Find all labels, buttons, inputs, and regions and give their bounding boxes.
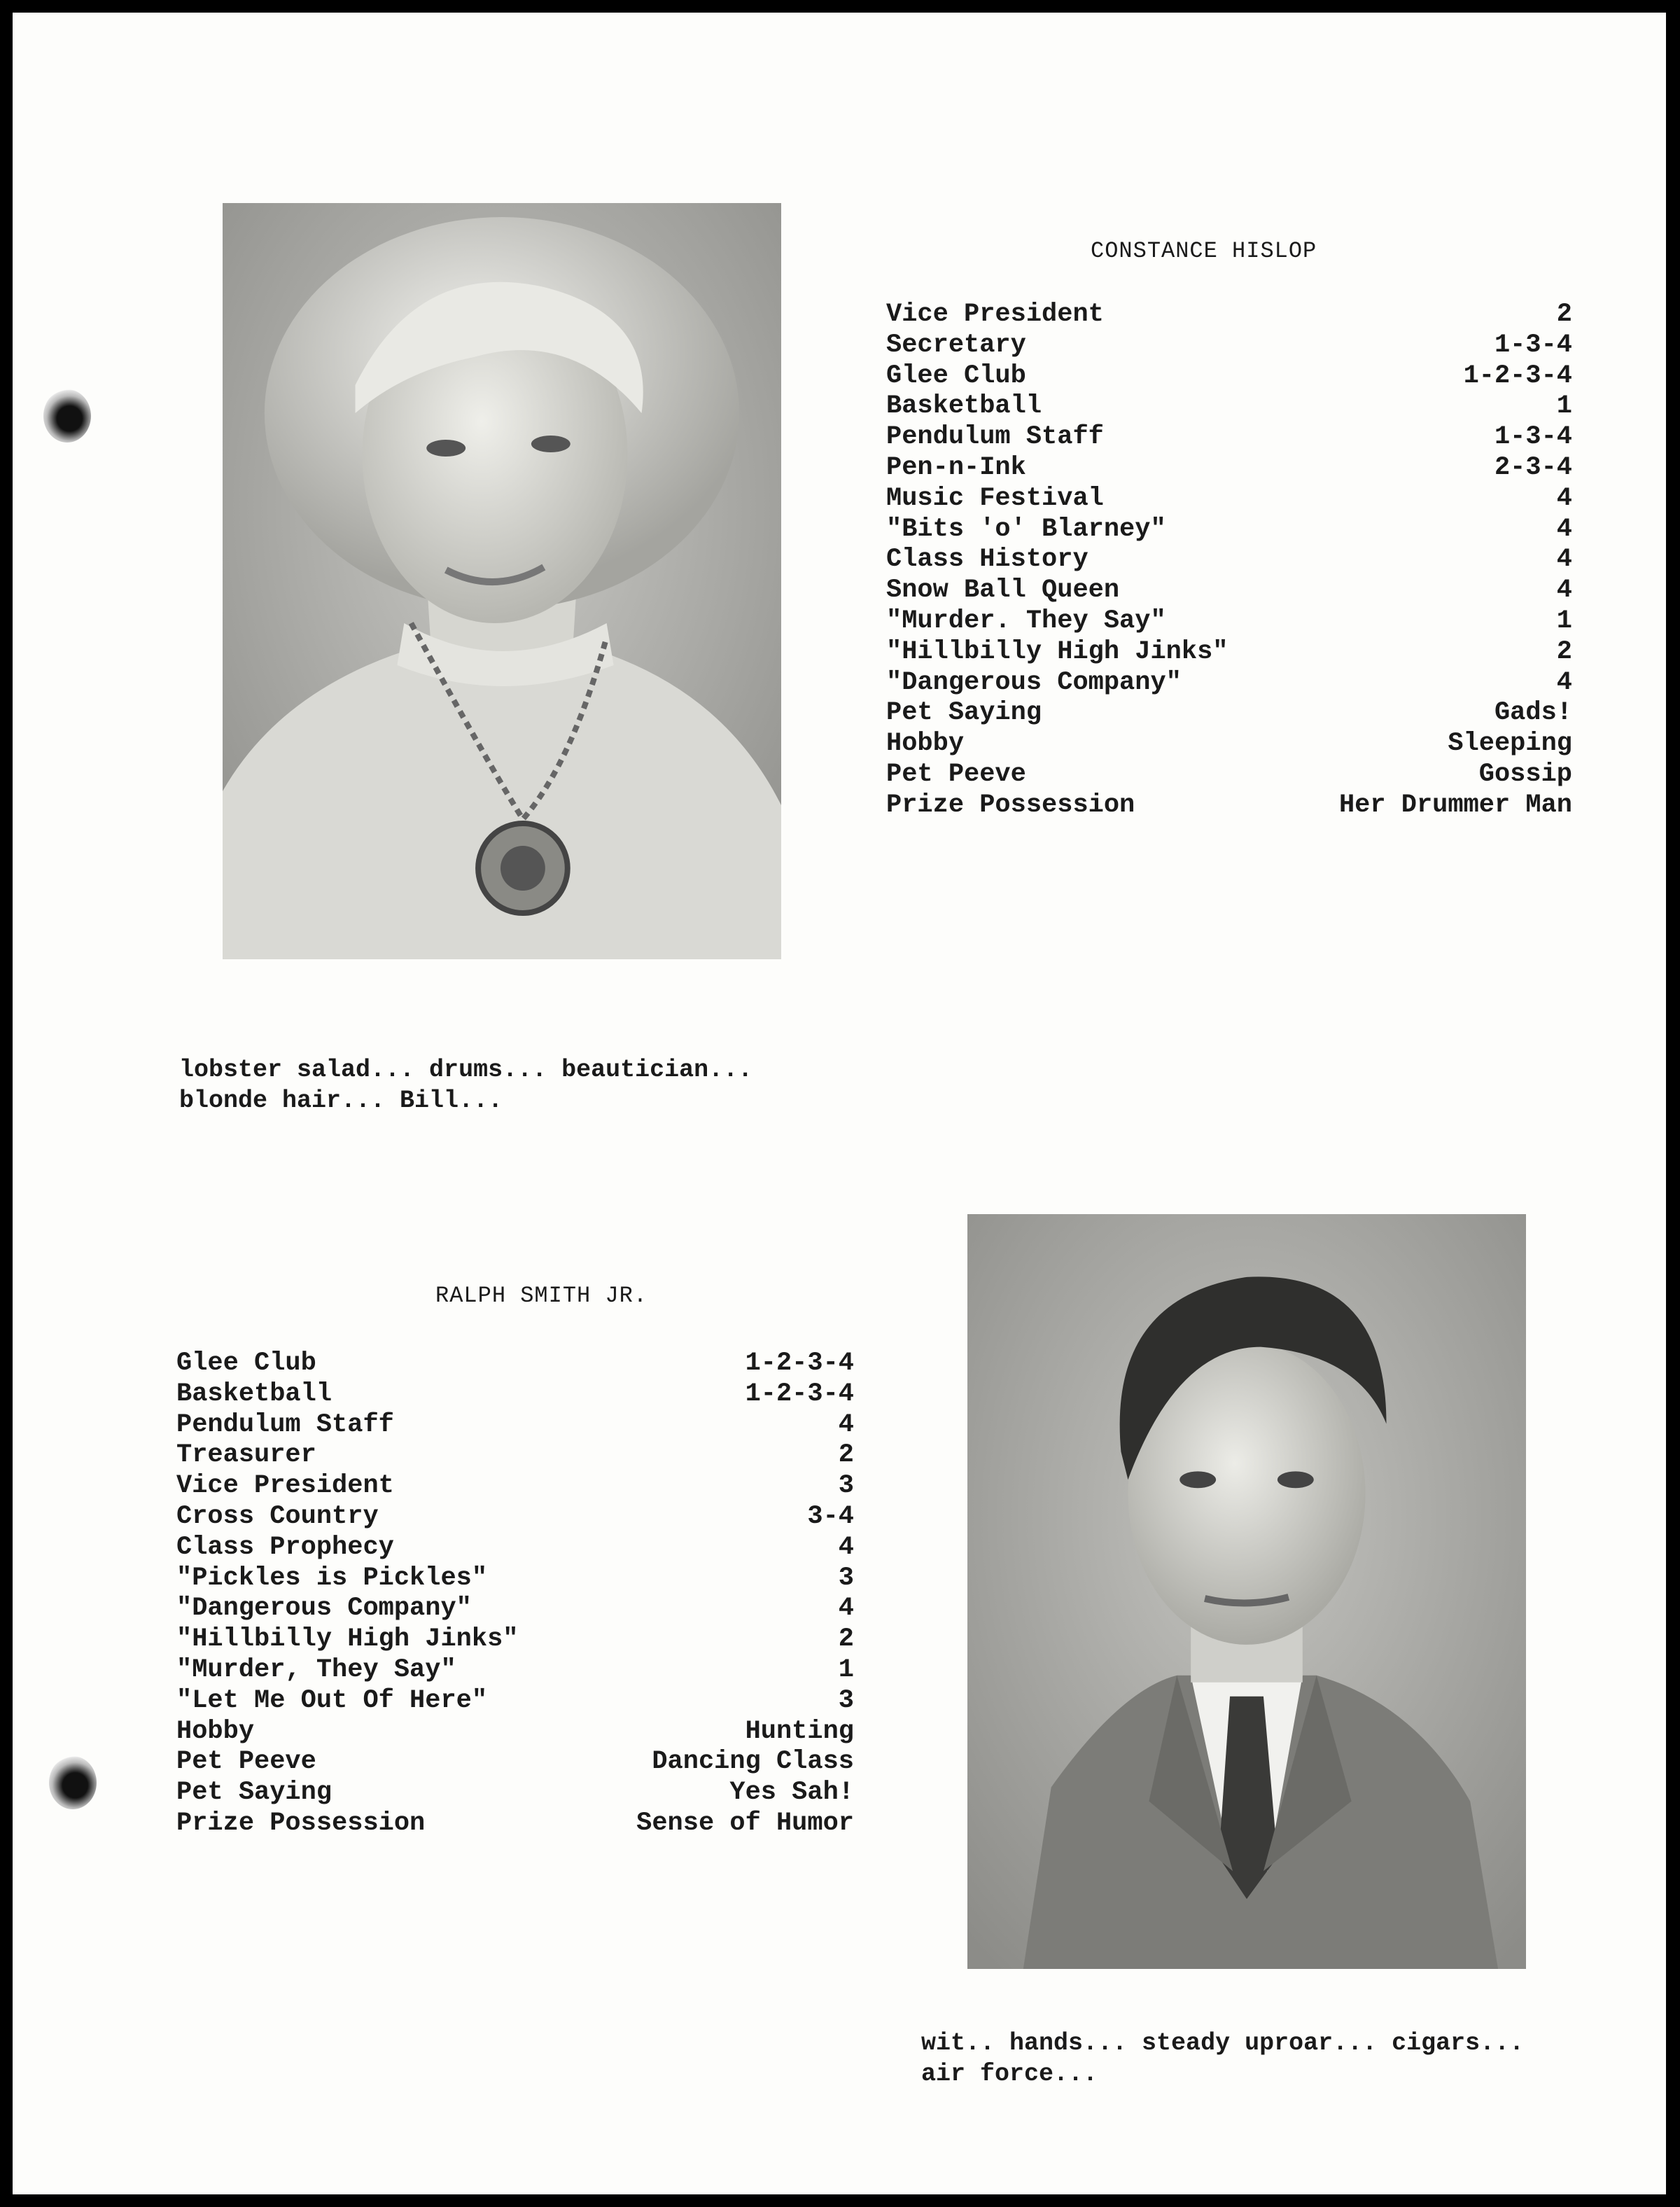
portrait-photo-girl [223, 203, 781, 959]
activity-label: Class History [886, 545, 1088, 575]
activity-list-ralph [176, 1349, 854, 1839]
activity-label: "Hillbilly High Jinks" [886, 636, 1228, 667]
activity-value: 1 [1556, 391, 1572, 422]
activity-label: Class Prophecy [176, 1532, 394, 1562]
activity-value: 4 [1556, 667, 1572, 697]
activity-row [176, 1594, 854, 1624]
student-blurb [179, 1054, 752, 1116]
activity-value: 1 [838, 1655, 854, 1685]
activity-row [886, 545, 1572, 576]
activity-value: 4 [1556, 514, 1572, 544]
activity-label: "Dangerous Company" [886, 667, 1182, 697]
activity-value: 4 [838, 1409, 854, 1440]
portrait-photo-boy [967, 1214, 1526, 1969]
activity-label: Secretary [886, 330, 1026, 360]
activity-value: 1-3-4 [1494, 330, 1572, 360]
activity-row [886, 300, 1572, 330]
activity-value: 2 [838, 1440, 854, 1470]
activity-label: Basketball [176, 1379, 332, 1409]
activity-label: "Let Me Out Of Here" [176, 1685, 488, 1715]
activity-value: 4 [838, 1594, 854, 1624]
activity-row [176, 1440, 854, 1471]
activity-label: Music Festival [886, 483, 1104, 513]
activity-label: Prize Possession [176, 1808, 426, 1838]
activity-label: Glee Club [886, 361, 1026, 391]
activity-row [176, 1747, 854, 1778]
activity-value: 2-3-4 [1494, 452, 1572, 482]
activity-row [886, 391, 1572, 422]
activity-label: Treasurer [176, 1440, 316, 1470]
activity-value: Sleeping [1448, 729, 1572, 759]
activity-label: Cross Country [176, 1501, 379, 1531]
activity-label: "Murder, They Say" [176, 1655, 456, 1685]
activity-row [886, 637, 1572, 668]
portrait-girl-image [223, 203, 781, 959]
activity-value: 3 [838, 1471, 854, 1501]
activity-value: Sense of Humor [636, 1808, 854, 1838]
activity-value: 1-2-3-4 [1463, 361, 1572, 391]
blurb-line: lobster salad... drums... beautician... [179, 1056, 753, 1084]
activity-row [886, 698, 1572, 729]
activity-label: "Bits 'o' Blarney" [886, 514, 1166, 544]
activity-value: 3 [838, 1563, 854, 1593]
activity-row [886, 330, 1572, 361]
activity-row [176, 1809, 854, 1839]
activity-label: Glee Club [176, 1349, 316, 1378]
activity-row [886, 576, 1572, 606]
activity-row [176, 1410, 854, 1441]
student-name-heading: RALPH SMITH JR. [435, 1283, 648, 1309]
activity-row [176, 1349, 854, 1379]
activity-row [176, 1778, 854, 1809]
activity-row [176, 1624, 854, 1655]
activity-value: Yes Sah! [729, 1778, 854, 1808]
activity-label: Hobby [886, 729, 965, 759]
activity-value: Her Drummer Man [1338, 790, 1572, 820]
activity-value: 2 [838, 1624, 854, 1655]
punch-hole-top [43, 389, 91, 443]
activity-label: "Pickles is Pickles" [176, 1563, 488, 1593]
activity-row [176, 1502, 854, 1533]
punch-hole-bottom [49, 1756, 97, 1809]
activity-row [886, 422, 1572, 453]
activity-label: Hobby [176, 1716, 255, 1746]
activity-value: 2 [1556, 300, 1572, 329]
activity-label: "Hillbilly High Jinks" [176, 1624, 519, 1655]
activity-label: Pet Peeve [176, 1747, 316, 1777]
activity-value: 2 [1556, 636, 1572, 667]
activity-label: Pen-n-Ink [886, 452, 1026, 482]
activity-row [886, 606, 1572, 637]
activity-label: Pendulum Staff [176, 1409, 394, 1440]
activity-row [176, 1717, 854, 1748]
activity-list-constance [886, 300, 1572, 821]
blurb-line: air force... [921, 2060, 1098, 2088]
activity-label: Prize Possession [886, 790, 1135, 820]
activity-row [176, 1379, 854, 1410]
blurb-line: blonde hair... Bill... [179, 1087, 503, 1115]
activity-label: Vice President [176, 1471, 394, 1501]
activity-value: 1 [1556, 606, 1572, 636]
activity-row [886, 791, 1572, 821]
activity-value: 4 [838, 1532, 854, 1562]
activity-value: Dancing Class [652, 1747, 854, 1777]
activity-row [886, 453, 1572, 484]
activity-row [176, 1655, 854, 1686]
activity-row [886, 760, 1572, 791]
activity-row [886, 361, 1572, 392]
activity-value: 4 [1556, 545, 1572, 575]
activity-label: Pendulum Staff [886, 422, 1104, 452]
activity-label: Basketball [886, 391, 1042, 422]
activity-value: 3 [838, 1685, 854, 1715]
paper-sheet [13, 13, 1666, 2194]
activity-value: 1-3-4 [1494, 422, 1572, 452]
activity-row [886, 484, 1572, 515]
activity-label: Pet Saying [176, 1778, 332, 1808]
activity-label: Pet Peeve [886, 759, 1026, 789]
activity-label: "Dangerous Company" [176, 1594, 472, 1624]
activity-row [176, 1686, 854, 1717]
activity-row [886, 668, 1572, 699]
activity-label: Pet Saying [886, 698, 1042, 728]
activity-row [176, 1471, 854, 1502]
activity-value: 4 [1556, 483, 1572, 513]
activity-row [886, 515, 1572, 545]
student-blurb [921, 2028, 1524, 2089]
activity-row [176, 1564, 854, 1594]
activity-value: 1-2-3-4 [745, 1349, 854, 1378]
activity-row [886, 729, 1572, 760]
activity-label: "Murder. They Say" [886, 606, 1166, 636]
activity-value: 1-2-3-4 [745, 1379, 854, 1409]
activity-value: Gossip [1478, 759, 1572, 789]
activity-value: 4 [1556, 576, 1572, 606]
activity-label: Vice President [886, 300, 1104, 329]
activity-row [176, 1533, 854, 1564]
activity-value: Hunting [745, 1716, 854, 1746]
portrait-boy-image [967, 1214, 1526, 1969]
activity-value: 3-4 [807, 1501, 854, 1531]
activity-value: Gads! [1494, 698, 1572, 728]
activity-label: Snow Ball Queen [886, 576, 1120, 606]
student-name-heading: CONSTANCE HISLOP [1091, 238, 1317, 264]
blurb-line: wit.. hands... steady uproar... cigars... [921, 2029, 1525, 2057]
